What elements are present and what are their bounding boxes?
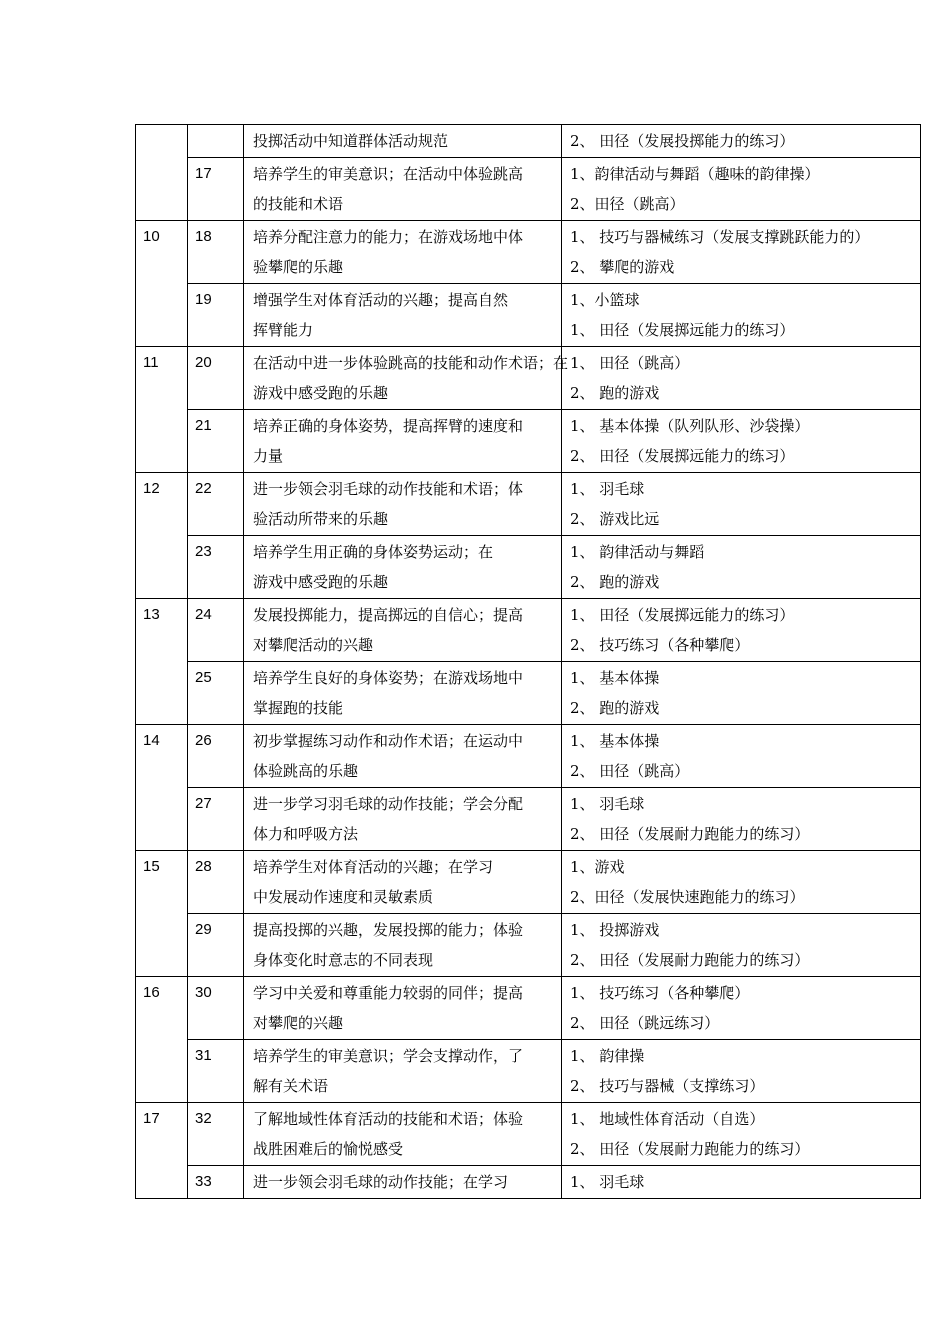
goal-cell	[244, 536, 562, 599]
lesson-cell: 19	[188, 284, 244, 347]
goal-line: 身体变化时意志的不同表现	[253, 951, 434, 969]
lesson-cell: 31	[188, 1040, 244, 1103]
content-line: 1、小篮球	[570, 291, 640, 309]
content-cell	[562, 158, 921, 221]
content-line: 2、 田径（发展掷远能力的练习）	[570, 447, 795, 465]
goal-line: 培养学生对体育活动的兴趣；在学习	[253, 858, 494, 876]
content-line: 1、韵律活动与舞蹈（趣味的韵律操）	[570, 165, 820, 183]
content-line: 1、游戏	[570, 858, 625, 876]
content-line: 2、 技巧练习（各种攀爬）	[570, 636, 750, 654]
goal-cell	[244, 410, 562, 473]
goal-cell	[244, 221, 562, 284]
content-line: 1、 田径（发展掷远能力的练习）	[570, 321, 795, 339]
content-cell	[562, 1103, 921, 1166]
content-line: 1、 投掷游戏	[570, 921, 660, 939]
goal-line: 战胜困难后的愉悦感受	[253, 1140, 404, 1158]
content-line: 1、 地域性体育活动（自选）	[570, 1110, 765, 1128]
content-cell	[562, 473, 921, 536]
lesson-cell: 29	[188, 914, 244, 977]
goal-line: 体验跳高的乐趣	[253, 762, 359, 780]
goal-line: 进一步学习羽毛球的动作技能；学会分配	[253, 795, 524, 813]
goal-cell	[244, 1103, 562, 1166]
content-cell	[562, 410, 921, 473]
content-cell	[562, 662, 921, 725]
goal-line: 游戏中感受跑的乐趣	[253, 384, 389, 402]
goal-line: 发展投掷能力，提高掷远的自信心；提高	[253, 606, 524, 624]
goal-cell	[244, 473, 562, 536]
content-line: 1、 韵律操	[570, 1047, 645, 1065]
lesson-cell: 30	[188, 977, 244, 1040]
lesson-cell: 20	[188, 347, 244, 410]
goal-cell	[244, 125, 562, 158]
content-line: 2、 技巧与器械（支撑练习）	[570, 1077, 765, 1095]
content-line: 2、田径（跳高）	[570, 195, 685, 213]
goal-line: 提高投掷的兴趣，发展投掷的能力；体验	[253, 921, 524, 939]
lesson-cell: 17	[188, 158, 244, 221]
goal-line: 验攀爬的乐趣	[253, 258, 344, 276]
content-cell	[562, 977, 921, 1040]
goal-cell	[244, 1040, 562, 1103]
goal-cell	[244, 977, 562, 1040]
goal-line: 投掷活动中知道群体活动规范	[253, 132, 449, 150]
goal-line: 的技能和术语	[253, 195, 344, 213]
table-row	[136, 788, 921, 851]
week-cell: 10	[136, 221, 188, 347]
content-line: 2、 田径（跳高）	[570, 762, 690, 780]
week-cell: 13	[136, 599, 188, 725]
goal-line: 培养学生的审美意识；在活动中体验跳高	[253, 165, 524, 183]
goal-line: 增强学生对体育活动的兴趣；提高自然	[253, 291, 509, 309]
goal-cell	[244, 347, 569, 410]
goal-cell	[244, 662, 562, 725]
table-row	[136, 599, 921, 662]
table-row	[136, 410, 921, 473]
table-row	[136, 1103, 921, 1166]
content-line: 1、 韵律活动与舞蹈	[570, 543, 705, 561]
content-line: 2、 跑的游戏	[570, 699, 660, 717]
table-row	[136, 662, 921, 725]
goal-line: 培养学生良好的身体姿势；在游戏场地中	[253, 669, 524, 687]
content-line: 1、 基本体操	[570, 669, 660, 687]
content-cell	[562, 1040, 921, 1103]
table-row	[136, 977, 921, 1040]
goal-cell	[244, 1166, 562, 1199]
content-cell	[562, 221, 921, 284]
content-cell	[562, 536, 921, 599]
content-line: 2、 跑的游戏	[570, 384, 660, 402]
goal-line: 挥臂能力	[253, 321, 314, 339]
lesson-cell	[188, 125, 244, 158]
goal-line: 进一步领会羽毛球的动作技能和术语；体	[253, 480, 524, 498]
content-line: 2、 田径（发展投掷能力的练习）	[570, 132, 795, 150]
content-cell	[562, 599, 921, 662]
goal-line: 培养正确的身体姿势，提高挥臂的速度和	[253, 417, 524, 435]
table-row	[136, 347, 921, 410]
lesson-cell: 18	[188, 221, 244, 284]
table-row	[136, 158, 921, 221]
goal-cell	[244, 914, 562, 977]
goal-cell	[244, 158, 562, 221]
table-row	[136, 1166, 921, 1199]
table-row	[136, 851, 921, 914]
content-cell	[562, 788, 921, 851]
lesson-cell: 27	[188, 788, 244, 851]
week-cell: 12	[136, 473, 188, 599]
lesson-cell: 33	[188, 1166, 244, 1199]
table-row	[136, 914, 921, 977]
goal-line: 了解地域性体育活动的技能和术语；体验	[253, 1110, 524, 1128]
goal-line: 培养学生用正确的身体姿势运动；在	[253, 543, 494, 561]
content-cell	[562, 125, 921, 158]
week-cell: 14	[136, 725, 188, 851]
goal-line: 游戏中感受跑的乐趣	[253, 573, 389, 591]
lesson-cell: 26	[188, 725, 244, 788]
table-row	[136, 221, 921, 284]
content-cell	[562, 851, 921, 914]
table-row	[136, 725, 921, 788]
content-cell	[562, 1166, 921, 1199]
goal-line: 在活动中进一步体验跳高的技能和动作术语；在	[253, 354, 569, 372]
goal-line: 解有关术语	[253, 1077, 329, 1095]
goal-line: 中发展动作速度和灵敏素质	[253, 888, 434, 906]
goal-line: 学习中关爱和尊重能力较弱的同伴；提高	[253, 984, 524, 1002]
content-cell	[562, 914, 921, 977]
goal-cell	[244, 851, 562, 914]
goal-cell	[244, 725, 562, 788]
content-line: 2、 田径（发展耐力跑能力的练习）	[570, 1140, 810, 1158]
content-line: 2、 田径（跳远练习）	[570, 1014, 720, 1032]
content-line: 2、 攀爬的游戏	[570, 258, 675, 276]
content-line: 2、 田径（发展耐力跑能力的练习）	[570, 951, 810, 969]
week-cell: 17	[136, 1103, 188, 1199]
goal-line: 对攀爬的兴趣	[253, 1014, 344, 1032]
week-cell: 16	[136, 977, 188, 1103]
goal-cell	[244, 284, 562, 347]
content-line: 2、 跑的游戏	[570, 573, 660, 591]
content-line: 2、 田径（发展耐力跑能力的练习）	[570, 825, 810, 843]
content-line: 1、 基本体操	[570, 732, 660, 750]
table-row	[136, 1040, 921, 1103]
week-cell	[136, 125, 188, 221]
content-line: 1、 羽毛球	[570, 480, 645, 498]
content-line: 1、 技巧与器械练习（发展支撑跳跃能力的）	[570, 228, 870, 246]
content-cell	[562, 725, 921, 788]
table-row	[136, 284, 921, 347]
lesson-cell: 24	[188, 599, 244, 662]
lesson-plan-table	[135, 124, 921, 1199]
goal-line: 验活动所带来的乐趣	[253, 510, 389, 528]
content-line: 1、 羽毛球	[570, 795, 645, 813]
lesson-cell: 22	[188, 473, 244, 536]
lesson-cell: 25	[188, 662, 244, 725]
goal-line: 对攀爬活动的兴趣	[253, 636, 374, 654]
lesson-cell: 21	[188, 410, 244, 473]
goal-line: 力量	[253, 447, 284, 465]
goal-line: 掌握跑的技能	[253, 699, 344, 717]
table-row	[136, 125, 921, 158]
content-line: 1、 田径（跳高）	[570, 354, 690, 372]
content-cell	[562, 347, 921, 410]
content-line: 2、田径（发展快速跑能力的练习）	[570, 888, 805, 906]
goal-cell	[244, 788, 562, 851]
content-line: 1、 田径（发展掷远能力的练习）	[570, 606, 795, 624]
content-line: 2、 游戏比远	[570, 510, 660, 528]
week-cell: 15	[136, 851, 188, 977]
goal-line: 培养学生的审美意识；学会支撑动作，了	[253, 1047, 524, 1065]
lesson-cell: 28	[188, 851, 244, 914]
content-line: 1、 技巧练习（各种攀爬）	[570, 984, 750, 1002]
table-row	[136, 473, 921, 536]
goal-line: 体力和呼吸方法	[253, 825, 359, 843]
table-row	[136, 536, 921, 599]
lesson-cell: 32	[188, 1103, 244, 1166]
lesson-cell: 23	[188, 536, 244, 599]
goal-line: 培养分配注意力的能力；在游戏场地中体	[253, 228, 524, 246]
goal-line: 进一步领会羽毛球的动作技能；在学习	[253, 1173, 509, 1191]
week-cell: 11	[136, 347, 188, 473]
content-cell	[562, 284, 921, 347]
goal-cell	[244, 599, 562, 662]
content-line: 1、 羽毛球	[570, 1173, 645, 1191]
goal-line: 初步掌握练习动作和动作术语；在运动中	[253, 732, 524, 750]
content-line: 1、 基本体操（队列队形、沙袋操）	[570, 417, 810, 435]
